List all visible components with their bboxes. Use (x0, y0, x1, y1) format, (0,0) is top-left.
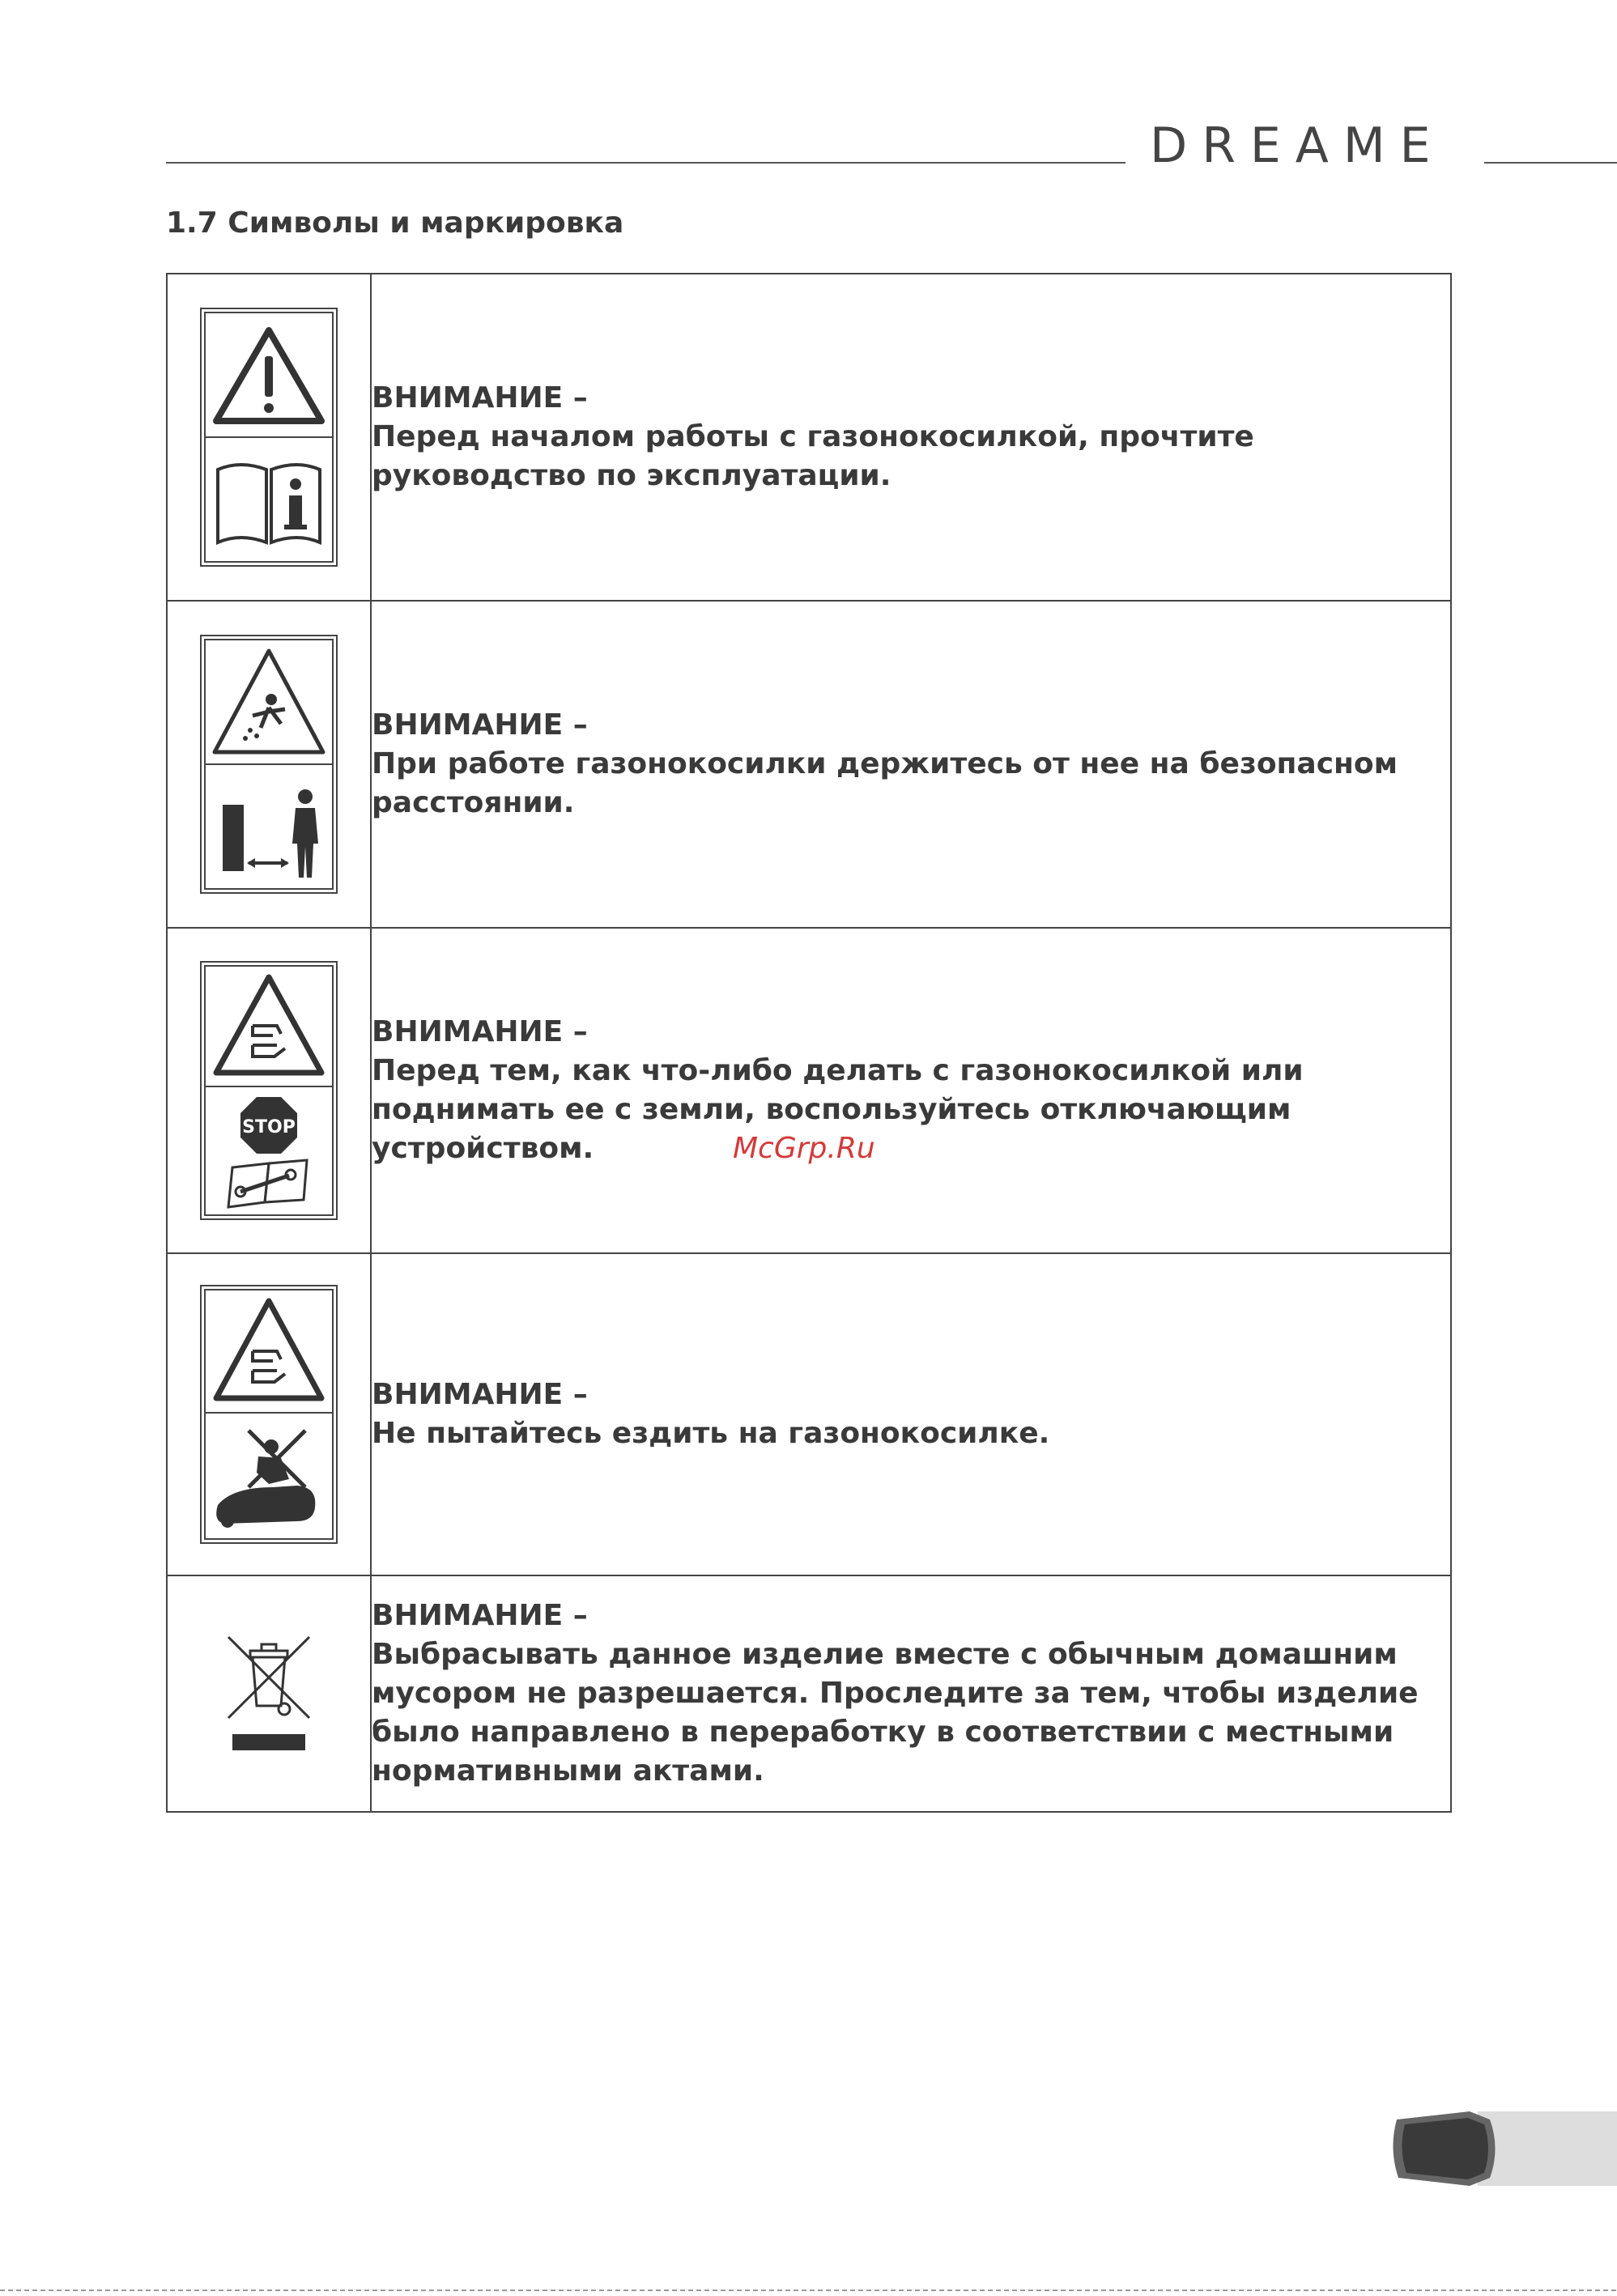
icon-cell (167, 1253, 371, 1575)
warning-text: При работе газонокосилки держитесь от нее на безопасном расстоянии. (372, 747, 1398, 819)
stop-sign-text: STOP (242, 1117, 296, 1137)
warning-text: Перед началом работы с газонокосилкой, прочтите руководство по эксплуатации. (372, 420, 1254, 492)
disable-device-warning-icon (200, 961, 338, 1220)
read-manual-warning-icon (200, 308, 338, 567)
warning-text: Перед тем, как что-либо делать с газонокосилкой или поднимать ее с земли, воспользуйтесь отключающим устройством. (372, 1054, 1304, 1165)
section-title: 1.7 Символы и маркировка (166, 206, 624, 240)
warning-text: Выбрасывать данное изделие вместе с обычным домашним мусором не разрешается. Проследите за тем, чтобы изделие было направлено в переработку в соответствии с местными нормативными актами. (372, 1638, 1419, 1788)
warning-title: ВНИМАНИЕ – (372, 1599, 588, 1632)
page-tab (1381, 2111, 1617, 2186)
warning-title: ВНИМАНИЕ – (372, 1015, 588, 1048)
warning-text: Не пытайтесь ездить на газонокосилке. (372, 1417, 1050, 1450)
icon-cell (167, 274, 371, 601)
table-row (167, 1253, 1451, 1575)
table-row (167, 1575, 1451, 1812)
no-riding-warning-icon (200, 1285, 338, 1544)
watermark: McGrp.Ru (733, 1132, 875, 1165)
table-row (167, 601, 1451, 928)
header-rule-right (1484, 162, 1617, 164)
warning-text-cell (371, 1253, 1451, 1575)
weee-disposal-icon (224, 1633, 313, 1754)
warning-title: ВНИМАНИЕ – (372, 1378, 588, 1411)
bottom-dashed-rule (0, 2290, 1617, 2291)
keep-distance-warning-icon (200, 635, 338, 894)
table-row (167, 928, 1451, 1253)
warning-text-cell (371, 1575, 1451, 1812)
table-row (167, 274, 1451, 601)
icon-cell (167, 928, 371, 1253)
header-rule-left (166, 162, 1126, 164)
warning-text-cell (371, 928, 1451, 1253)
icon-cell (167, 601, 371, 928)
icon-cell (167, 1575, 371, 1812)
warning-text-cell (371, 274, 1451, 601)
symbols-table (166, 273, 1452, 1813)
warning-text-cell (371, 601, 1451, 928)
brand-logo: DREAME (1150, 117, 1445, 174)
warning-title: ВНИМАНИЕ – (372, 708, 588, 742)
warning-title: ВНИМАНИЕ – (372, 381, 588, 415)
